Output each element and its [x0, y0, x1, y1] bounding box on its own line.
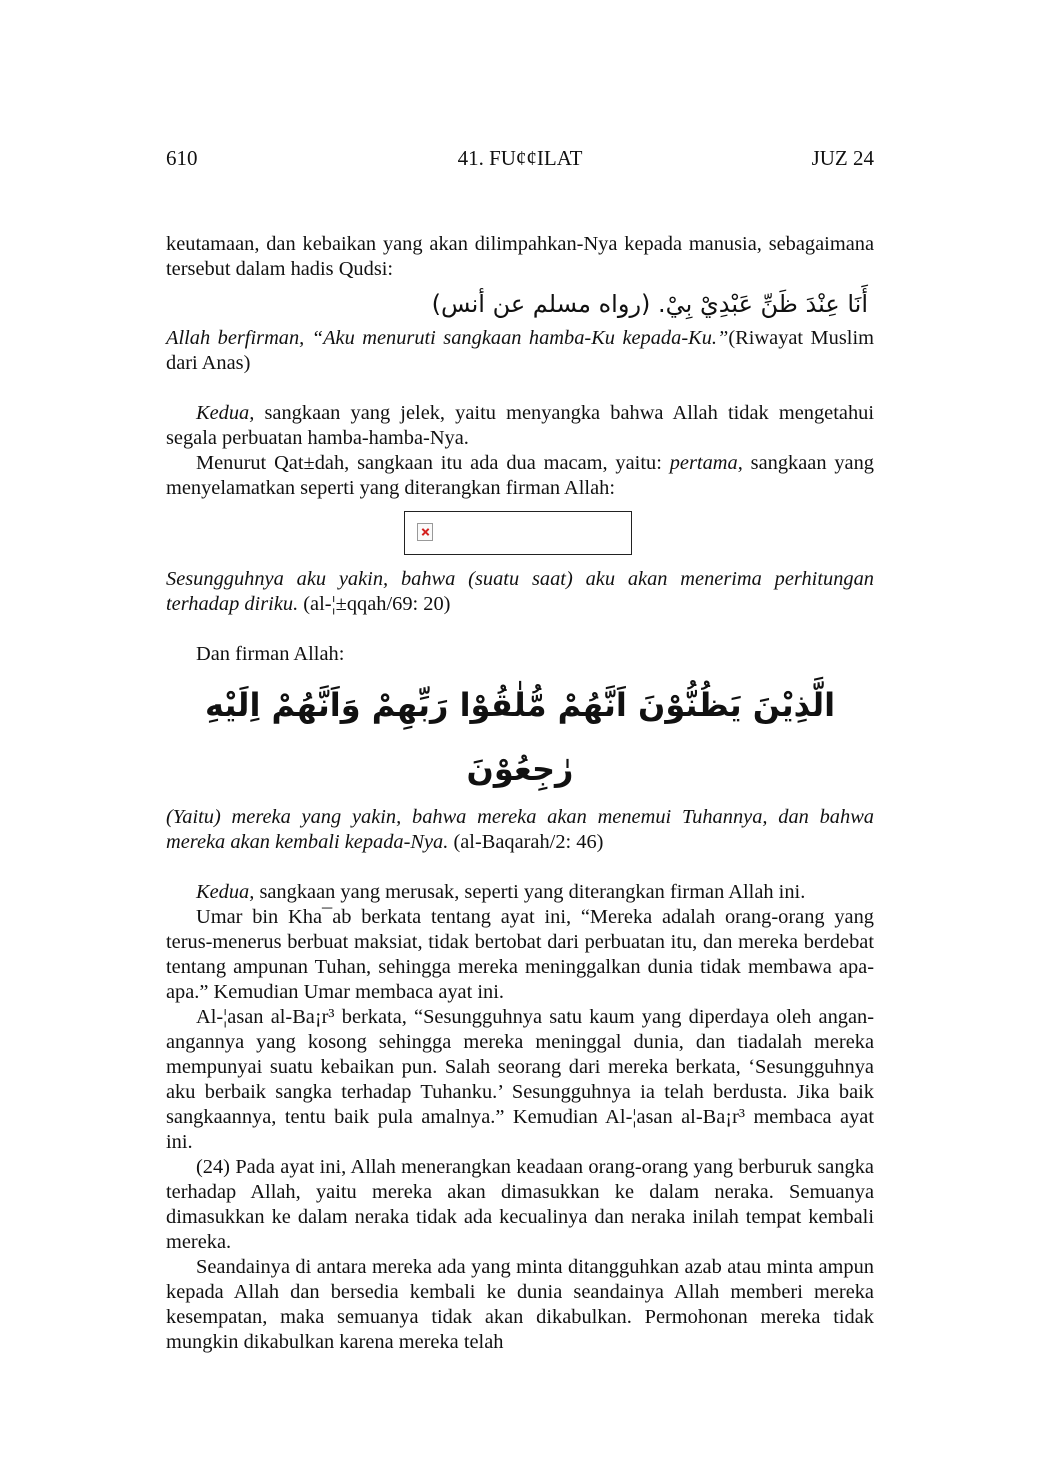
pertama-label: pertama,	[669, 452, 743, 474]
verse-2-translation-text: (Yaitu) mereka yang yakin, bahwa mereka akan menemui Tuhannya, dan bahwa mereka akan kembali kepada-Nya.	[166, 806, 874, 853]
paragraph-dan-firman: Dan firman Allah:	[196, 643, 345, 665]
hadith-source: (Riwayat Muslim dari Anas)	[166, 327, 875, 374]
hadith-arabic: أَنَا عِنْدَ ظَنِّ عَبْدِيْ بِيْ. (رواه مسلم عن أنس)	[431, 290, 868, 318]
kedua-label: Kedua,	[196, 402, 255, 424]
kedua-label-2: Kedua,	[196, 881, 255, 903]
paragraph-qatadah-text-b: sangkaan yang menyelamatkan seperti yang diterangkan firman Allah:	[166, 452, 874, 499]
page-header	[166, 146, 874, 172]
verse-2-translation	[166, 805, 874, 855]
broken-image-icon	[417, 523, 433, 541]
paragraph-kedua-2	[166, 880, 874, 905]
juz-label: JUZ 24	[811, 146, 874, 170]
paragraph-kedua-1	[166, 401, 874, 451]
verse-1-reference: (al-¦±qqah/69: 20)	[298, 593, 451, 615]
page-number: 610	[166, 146, 198, 170]
paragraph-ayat-24: (24) Pada ayat ini, Allah menerangkan keadaan orang-orang yang berburuk sangka terhadap Allah, yaitu mereka akan dimasukkan ke dalam neraka. Semuanya dimasukkan ke dalam neraka tidak ada kecualinya dan neraka inilah tempat kembali mereka.	[166, 1156, 874, 1253]
page-body	[166, 232, 874, 1355]
paragraph-kedua-1-text: sangkaan yang jelek, yaitu menyangka bahwa Allah tidak mengetahui segala perbuatan hamba-hamba-Nya.	[166, 402, 874, 449]
paragraph-qatadah-text-a: Menurut Qat±dah, sangkaan itu ada dua macam, yaitu:	[196, 452, 670, 474]
verse-2-arabic: الَّذِيْنَ يَظُنُّوْنَ اَنَّهُمْ مُّلٰقُوْا رَبِّهِمْ وَاَنَّهُمْ اِلَيْهِ رٰجِعُوْنَ	[204, 686, 836, 788]
chapter-title: 41. FU¢¢ILAT	[457, 146, 583, 170]
verse-1-translation	[166, 567, 874, 617]
paragraph-seandainya: Seandainya di antara mereka ada yang minta ditangguhkan azab atau minta ampun kepada Allah dan bersedia kembali ke dunia seandainya Allah memberi mereka kesempatan, maka semuanya tidak akan dikabulkan. Permohonan mereka tidak mungkin dikabulkan karena mereka telah	[166, 1256, 874, 1353]
hadith-translation-text: Allah berfirman, “Aku menuruti sangkaan hamba-Ku kepada-Ku.”	[166, 327, 729, 349]
paragraph-kedua-2-text: sangkaan yang merusak, seperti yang diterangkan firman Allah ini.	[254, 881, 806, 903]
hadith-translation	[166, 326, 874, 376]
verse-2-reference: (al-Baqarah/2: 46)	[448, 831, 604, 853]
paragraph-hasan: Al-¦asan al-Ba¡r³ berkata, “Sesungguhnya satu kaum yang diperdaya oleh angan-angannya yang kosong sehingga mereka meninggal dunia, dan tiadalah mereka mempunyai suatu kebaikan pun. Salah seorang dari mereka berkata, ‘Sesungguhnya aku berbaik sangka terhadap Tuhanku.’ Sesungguhnya ia telah berdusta. Jika baik sangkaannya, tentu baik pula amalnya.” Kemudian Al-¦asan al-Ba¡r³ membaca ayat ini.	[166, 1006, 874, 1153]
verse-image-placeholder	[404, 511, 632, 555]
paragraph-umar: Umar bin Kha¯ab berkata tentang ayat ini, “Mereka adalah orang-orang yang terus-menerus berbuat maksiat, tidak bertobat dari perbuatan itu, dan mereka berdebat tentang ampunan Tuhan, sehingga mereka meninggalkan dunia tidak membawa apa-apa.” Kemudian Umar membaca ayat ini.	[166, 906, 874, 1003]
paragraph-qatadah	[166, 451, 874, 501]
paragraph-intro: keutamaan, dan kebaikan yang akan dilimpahkan-Nya kepada manusia, sebagaimana tersebut dalam hadis Qudsi:	[166, 233, 874, 280]
verse-1-translation-text: Sesungguhnya aku yakin, bahwa (suatu saat) aku akan menerima perhitungan terhadap diriku.	[166, 568, 874, 615]
